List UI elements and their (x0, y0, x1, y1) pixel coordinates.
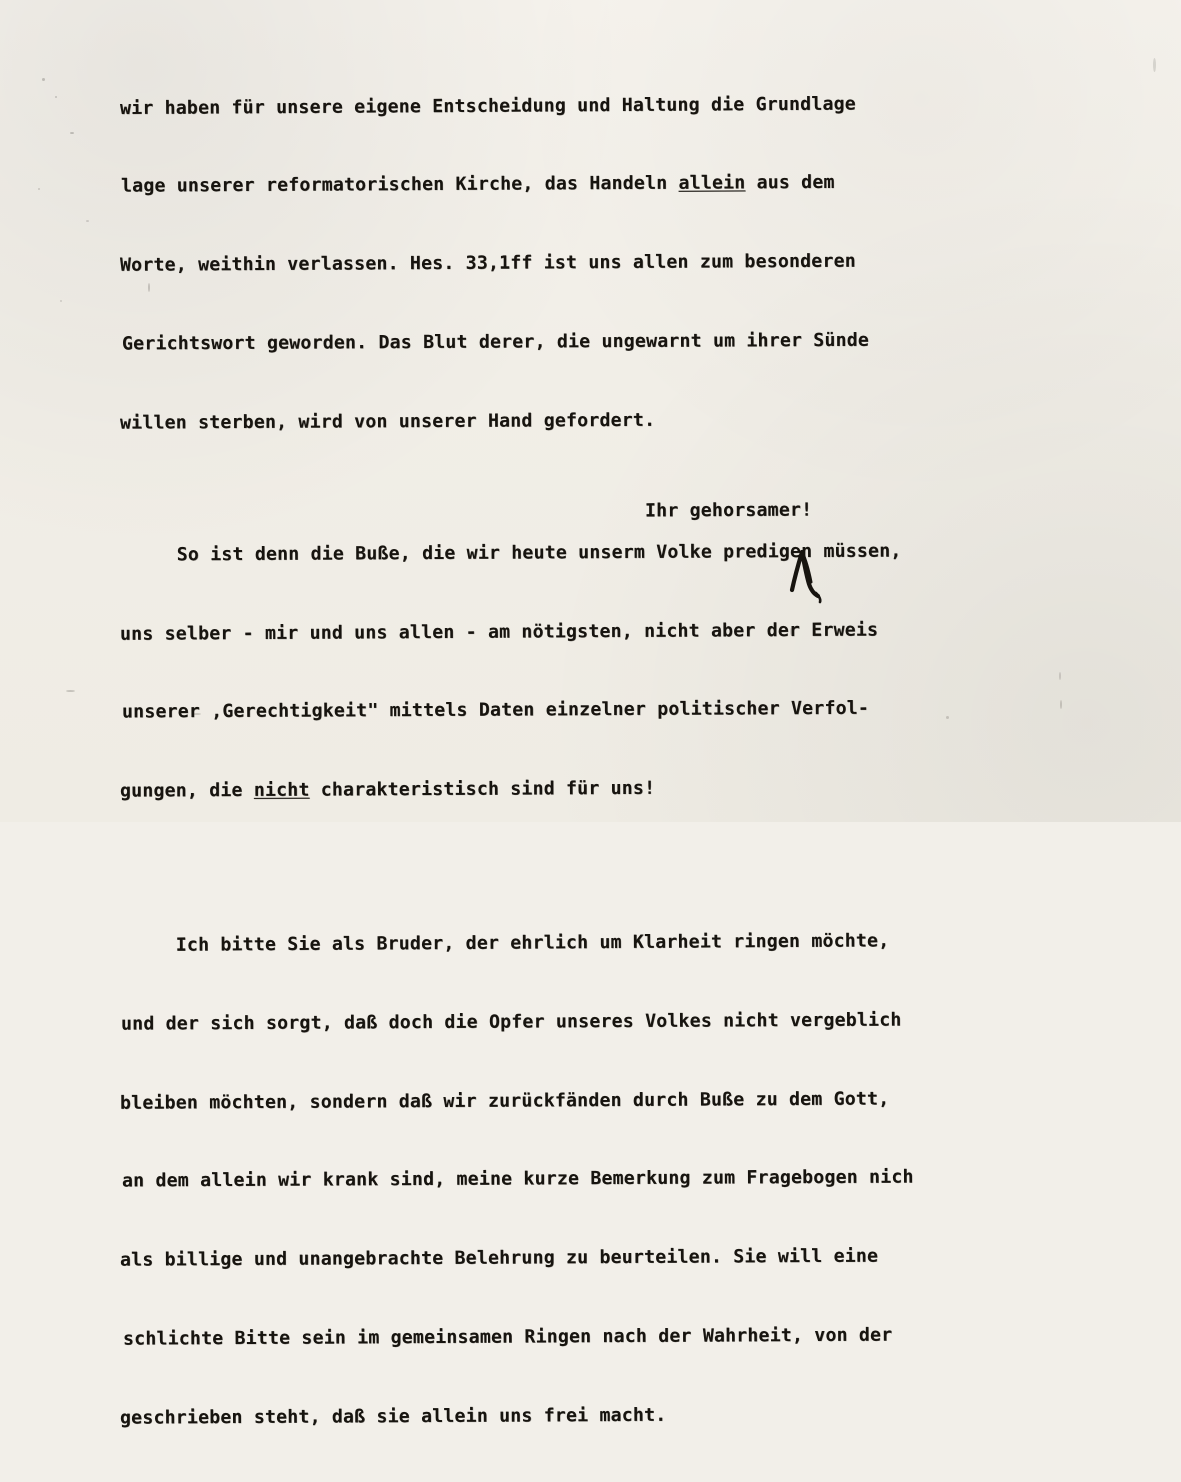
text-line: geschrieben steht, daß sie allein uns frei macht. (119, 1404, 667, 1429)
paper-speck (66, 690, 75, 692)
text-line: an dem allein wir krank sind, meine kurze Bemerkung zum Fragebogen nich (121, 1167, 914, 1192)
text-line: als billige und unangebrachte Belehrung zu beurteilen. Sie will eine (119, 1246, 879, 1271)
paper-speck (55, 96, 57, 98)
closing-salutation: Ihr gehorsamer! (644, 499, 813, 522)
text-line: bleiben möchten, sondern daß wir zurückfänden durch Buße zu dem Gott, (119, 1088, 890, 1114)
paper-speck (38, 188, 40, 190)
text-line: unserer ‚Gerechtigkeit" mittels Daten einzelner politischer Verfol- (121, 698, 870, 723)
text-line: uns selber - mir und uns allen - am nötigsten, nicht aber der Erweis (119, 619, 879, 645)
text-line: Gerichtswort geworden. Das Blut derer, die ungewarnt um ihrer Sünde (121, 330, 870, 355)
text-line: schlichte Bitte sein im gemeinsamen Ringen nach der Wahrheit, von der (122, 1324, 893, 1350)
text-line: Ich bitte Sie als Bruder, der ehrlich um Klarheit ringen möchte, (119, 930, 890, 956)
text-line: So ist denn die Buße, die wir heute unserm Volke predigen müssen, (120, 540, 902, 566)
paper-speck (42, 78, 45, 81)
underlined-word-nicht: nicht (253, 779, 310, 802)
text-line: willen sterben, wird von unserer Hand gefordert. (119, 409, 656, 434)
underlined-word-allein: allein (678, 172, 746, 195)
paper-speck (70, 132, 74, 134)
letter-body (120, 40, 1120, 1482)
paper-speck (1153, 58, 1156, 72)
text-line: gungen, die nicht charakteristisch sind für uns! (119, 778, 656, 802)
text-line: lage unserer reformatorischen Kirche, das Handeln allein aus dem (120, 172, 835, 198)
paragraph-spacer (120, 855, 1120, 877)
paper-speck (60, 300, 62, 302)
text-line: wir haben für unsere eigene Entscheidung und Haltung die Grundlage (119, 93, 856, 119)
paragraph-3 (120, 877, 1120, 1482)
paper-speck (86, 220, 89, 222)
text-line: Worte, weithin verlassen. Hes. 33,1ff ist uns allen zum besonderen (119, 251, 856, 277)
handwritten-signature (778, 538, 848, 608)
text-line: und der sich sorgt, daß doch die Opfer unseres Volkes nicht vergeblich (120, 1009, 902, 1035)
paragraph-2 (120, 487, 1120, 855)
paragraph-1 (120, 40, 1120, 487)
